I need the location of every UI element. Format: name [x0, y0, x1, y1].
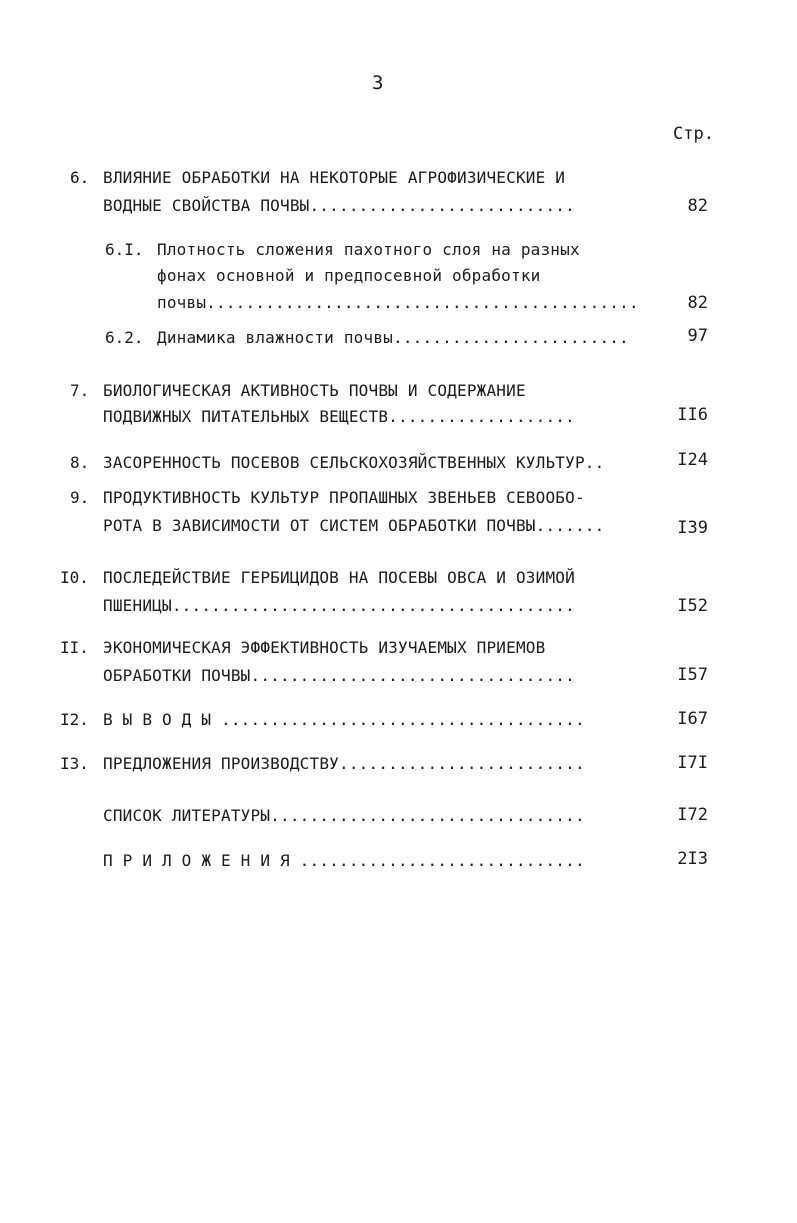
- toc-entry-title-line: ЗАСОРЕННОСТЬ ПОСЕВОВ СЕЛЬСКОХОЗЯЙСТВЕННЫХ КУЛЬТУР..: [103, 453, 605, 472]
- toc-entry-page: 82: [687, 293, 708, 313]
- toc-entry-page: I52: [677, 596, 708, 616]
- toc-entry-number: I0.: [60, 568, 89, 587]
- toc-entry-page: I67: [677, 709, 708, 729]
- toc-entry-title-line: Плотность сложения пахотного слоя на разных: [157, 240, 580, 259]
- toc-entry-title-line: Динамика влажности почвы........................: [157, 328, 629, 347]
- toc-entry-number: I3.: [60, 754, 89, 773]
- column-header-page: Стр.: [673, 124, 714, 144]
- toc-entry-title-line: ПРЕДЛОЖЕНИЯ ПРОИЗВОДСТВУ.........................: [103, 754, 585, 773]
- toc-entry-page: I7I: [677, 753, 708, 773]
- toc-entry-page: I72: [677, 805, 708, 825]
- toc-entry-title-line: ПРОДУКТИВНОСТЬ КУЛЬТУР ПРОПАШНЫХ ЗВЕНЬЕВ СЕВООБО-: [103, 488, 585, 507]
- toc-entry-title-line: ВЛИЯНИЕ ОБРАБОТКИ НА НЕКОТОРЫЕ АГРОФИЗИЧЕСКИЕ И: [103, 168, 566, 187]
- toc-entry-title-line: ОБРАБОТКИ ПОЧВЫ.................................: [103, 666, 575, 685]
- toc-entry-number: II.: [60, 638, 89, 657]
- toc-entry-page: I39: [677, 518, 708, 538]
- toc-entry-title-line: ПОСЛЕДЕЙСТВИЕ ГЕРБИЦИДОВ НА ПОСЕВЫ ОВСА И ОЗИМОЙ: [103, 568, 575, 587]
- toc-entry-page: I57: [677, 665, 708, 685]
- toc-entry-number: 6.: [70, 168, 90, 187]
- toc-entry-number: 8.: [70, 453, 90, 472]
- toc-entry-title-line: фонах основной и предпосевной обработки: [157, 266, 541, 285]
- toc-entry-title-line: БИОЛОГИЧЕСКАЯ АКТИВНОСТЬ ПОЧВЫ И СОДЕРЖАНИЕ: [103, 381, 526, 400]
- toc-entry-title-line: ПШЕНИЦЫ.........................................: [103, 596, 575, 615]
- toc-entry-number: 7.: [70, 381, 90, 400]
- toc-entry-page: 97: [687, 326, 708, 346]
- toc-entry-title-line: П Р И Л О Ж Е Н И Я .............................: [103, 851, 585, 870]
- toc-entry-number: 6.I.: [105, 240, 144, 259]
- toc-entry-title-line: ЭКОНОМИЧЕСКАЯ ЭФФЕКТИВНОСТЬ ИЗУЧАЕМЫХ ПРИЕМОВ: [103, 638, 546, 657]
- toc-entry-number: 6.2.: [105, 328, 144, 347]
- toc-entry-page: II6: [677, 405, 708, 425]
- toc-entry-page: 2I3: [677, 849, 708, 869]
- toc-entry-title-line: РОТА В ЗАВИСИМОСТИ ОТ СИСТЕМ ОБРАБОТКИ ПОЧВЫ.......: [103, 516, 605, 535]
- toc-entry-number: I2.: [60, 710, 89, 729]
- toc-entry-title-line: СПИСОК ЛИТЕРАТУРЫ................................: [103, 806, 585, 825]
- toc-entry-title-line: ВОДНЫЕ СВОЙСТВА ПОЧВЫ...........................: [103, 196, 575, 215]
- toc-entry-title-line: почвы............................................: [157, 293, 639, 312]
- page-number: 3: [372, 72, 384, 94]
- toc-entry-number: 9.: [70, 488, 90, 507]
- toc-entry-page: I24: [677, 450, 708, 470]
- toc-entry-page: 82: [687, 196, 708, 216]
- toc-entry-title-line: ПОДВИЖНЫХ ПИТАТЕЛЬНЫХ ВЕЩЕСТВ...................: [103, 407, 575, 426]
- toc-entry-title-line: В Ы В О Д Ы .....................................: [103, 710, 585, 729]
